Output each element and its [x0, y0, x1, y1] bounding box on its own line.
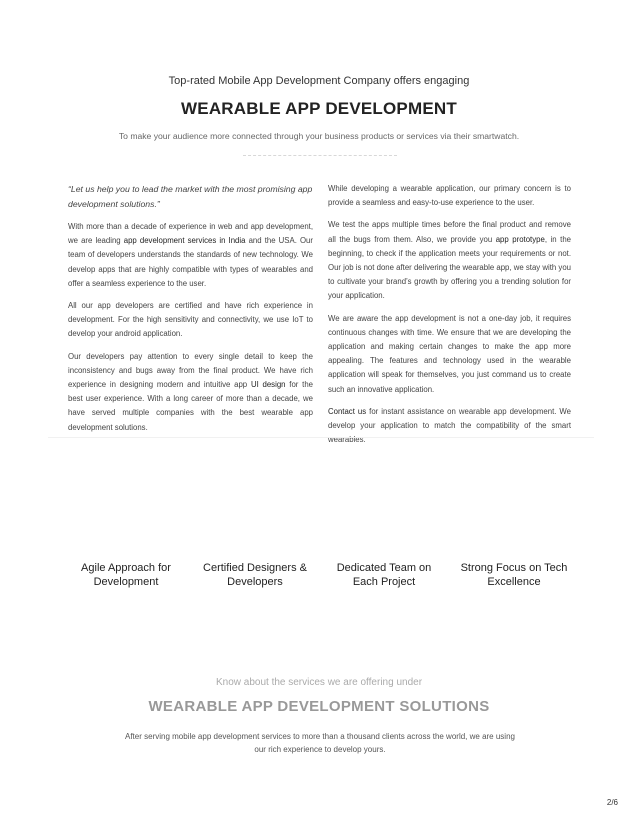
text: We test the apps multiple times before the final product and remove all the bugs from them. Also, we provide you	[328, 220, 571, 244]
services-kicker: Know about the services we are offering under	[215, 677, 423, 688]
app-development-services-link[interactable]: app development services in India	[123, 236, 246, 246]
quote: “Let us help you to lead the market with the most promising app development solutions.”	[68, 184, 313, 209]
page-number: 2/6	[606, 798, 618, 807]
right-paragraph-3: We are aware the app development is not a one-day job, it requires continuous changes with time. We ensure that we are developing the application and making certain changes to make the app more appealing. The features and technology used in the wearable application will speak for themselves, you just command us to create such an innovative application.	[328, 313, 571, 394]
text: and the USA. Our team of developers understands the standards of new technology. We develop apps that are highly compatible with types of wearables and offer a seamless experience to the user.	[68, 236, 313, 288]
left-column	[68, 182, 313, 443]
services-description: After serving mobile app development services to more than a thousand clients across the world, we are using our rich experience to develop yours.	[125, 732, 515, 754]
left-paragraph-2: All our app developers are certified and have rich experience in development. For the high sensitivity and connectivity, we use IoT to develop your android application.	[68, 301, 313, 339]
text: Our developers pay attention to every single detail to keep the inconsistency and bugs away from the final product. We have rich experience in designing modern and intuitive app	[68, 351, 313, 390]
left-paragraph-3	[68, 350, 313, 435]
dashed-divider	[243, 155, 397, 156]
feature-certified-designers: Certified Designers & Developers	[203, 562, 307, 588]
feature-agile-approach: Agile Approach for Development	[81, 562, 171, 588]
page-title: WEARABLE APP DEVELOPMENT	[181, 99, 457, 118]
section-separator	[48, 437, 594, 438]
right-paragraph-1: While developing a wearable application, our primary concern is to provide a seamless and easy-to-use experience to the user.	[328, 184, 571, 208]
right-paragraph-2	[328, 218, 571, 303]
text: for instant assistance on wearable app development. We develop your application to match the compatibility of the smart wearables.	[328, 406, 571, 445]
app-prototype-link[interactable]: app prototype	[495, 234, 545, 244]
text: With more than a decade of experience in web and app development, we are leading	[68, 222, 313, 246]
right-column	[328, 182, 571, 455]
services-title: WEARABLE APP DEVELOPMENT SOLUTIONS	[148, 698, 490, 715]
right-paragraph-4	[328, 405, 571, 448]
text: for the best user experience. With a long career of more than a decade, we have served multiple companies with the best wearable app development solutions.	[68, 380, 313, 432]
text: , in the beginning, to check if the application meets your requirements or not. Our job is not done after delivering the wearable app, we stay with you to cultivate your brand’s growth by offering you a trending solution for your application.	[328, 234, 572, 301]
feature-tech-excellence: Strong Focus on Tech Excellence	[460, 562, 568, 588]
left-paragraph-1	[68, 220, 313, 291]
ui-design-link[interactable]: UI design	[250, 380, 286, 390]
contact-us-link[interactable]: Contact us	[328, 406, 367, 416]
intro-subtitle: To make your audience more connected through your business products or services via their smartwatch.	[118, 131, 520, 141]
feature-dedicated-team: Dedicated Team on Each Project	[336, 562, 432, 588]
intro-kicker: Top-rated Mobile App Development Company offers engaging	[168, 75, 470, 87]
